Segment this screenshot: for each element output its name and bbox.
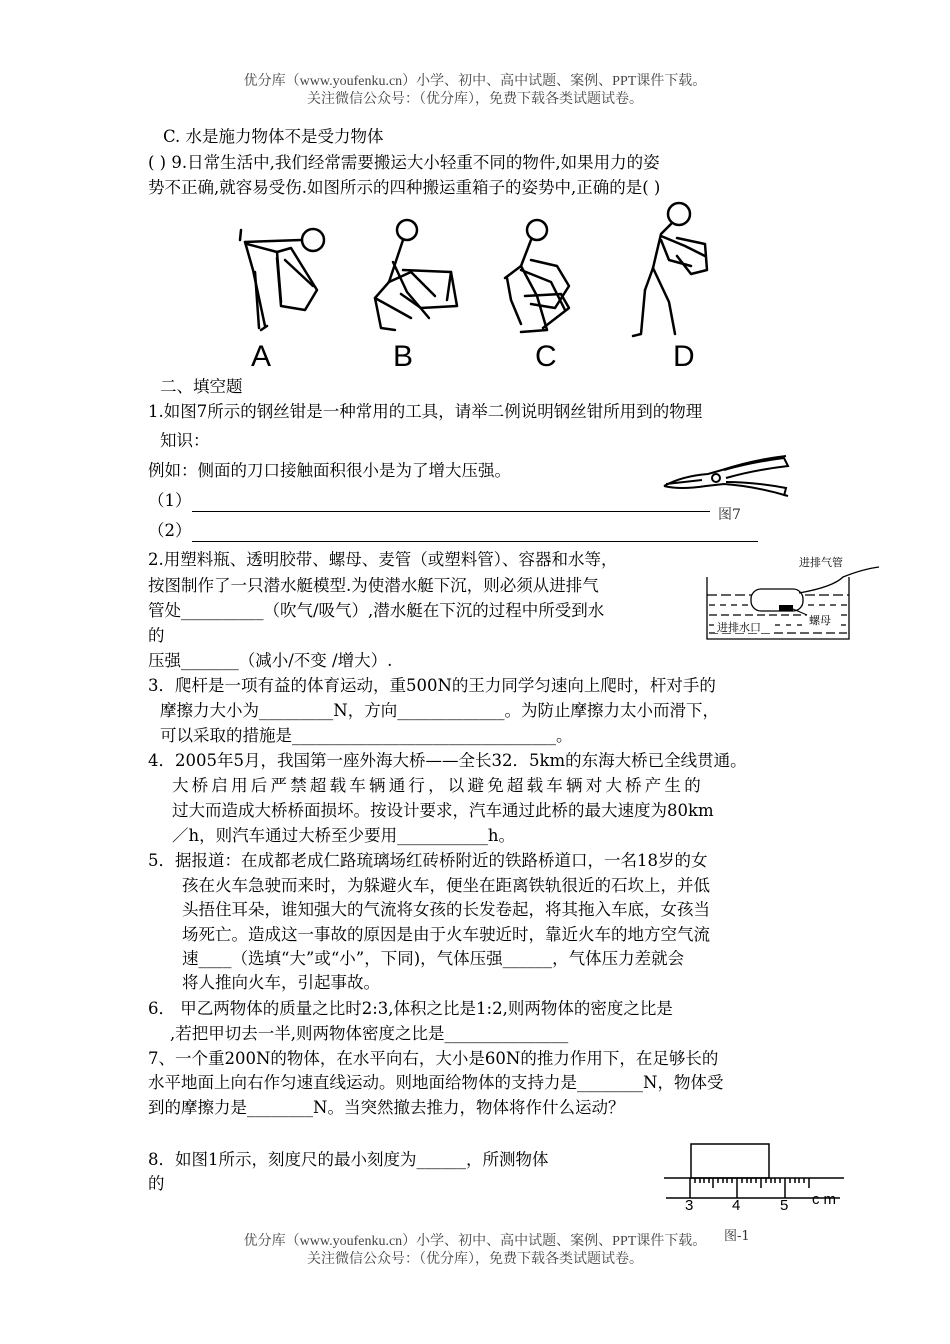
fill-q5-line-6: 将人推向火车，引起事故。 (182, 973, 380, 992)
fill-q4-line-3: 过大而造成大桥桥面损坏。按设计要求，汽车通过此桥的最大速度为80km (172, 801, 714, 820)
fill-q1-item-1: （1） (148, 491, 192, 510)
fill-q5-line-2: 孩在火车急驶而来时，为躲避火车，便坐在距离铁轨很近的石坎上，并低 (182, 876, 710, 895)
option-c: C. 水是施力物体不是受力物体 (163, 127, 384, 146)
submarine-figure (703, 553, 883, 643)
ruler-tick-3: 3 (685, 1197, 694, 1214)
fill-q7-line-2: 水平地面上向右作匀速直线运动。则地面给物体的支持力是________N，物体受 (148, 1073, 724, 1092)
fill-q2-line-1: 2.用塑料瓶、透明胶带、螺母、麦管（或塑料管）、容器和水等， (148, 550, 618, 569)
fill-q8-line-2: 的 (148, 1174, 165, 1193)
fill-q5-line-3: 头捂住耳朵，谁知强大的气流将女孩的长发卷起，将其拖入车底，女孩当 (182, 900, 710, 919)
fill-q8-line-1: 8．如图1所示，刻度尺的最小刻度为______，所测物体 (148, 1150, 549, 1169)
fill-q1-answer-line-1[interactable] (192, 511, 710, 512)
fill-q4-line-2: 大桥启用后严禁超载车辆通行，以避免超载车辆对大桥产生的 (172, 776, 704, 795)
lifting-postures-figure (225, 200, 705, 375)
header-line-1: 优分库（www.youfenku.cn）小学、初中、高中试题、案例、PPT课件下载。 (243, 74, 707, 89)
posture-label-d: D (673, 340, 695, 373)
label-air-pipe: 进排气管 (799, 557, 843, 569)
fill-q3-line-3: 可以采取的措施是________________________________。 (160, 726, 573, 745)
posture-c-figure (505, 220, 569, 332)
fill-q1-item-2: （2） (148, 521, 192, 540)
fill-q2-line-3: 管处__________（吹气/吸气）,潜水艇在下沉的过程中所受到水 (148, 601, 605, 620)
fill-q5-line-4: 场死亡。造成这一事故的原因是由于火车驶近时，靠近火车的地方空气流 (182, 925, 710, 944)
fill-q5-line-5: 速____（选填“大”或“小”，下同)，气体压强______，气体压力差就会 (182, 949, 685, 968)
posture-label-a: A (251, 340, 272, 373)
fill-q4-line-4: ／h，则汽车通过大桥至少要用___________h。 (172, 826, 516, 845)
fill-q2-line-4: 的 (148, 626, 165, 645)
pliers-caption: 图7 (718, 507, 741, 523)
posture-b-figure (375, 220, 457, 330)
ruler-tick-5: 5 (780, 1197, 789, 1214)
ruler-tick-4: 4 (732, 1197, 741, 1214)
q9-line-2: 势不正确,就容易受伤.如图所示的四种搬运重箱子的姿势中,正确的是( ) (148, 178, 661, 197)
fill-q5-line-1: 5．据报道：在成都老成仁路琉璃场红砖桥附近的铁路桥道口，一名18岁的女 (148, 851, 708, 870)
posture-label-c: C (535, 340, 557, 373)
label-water-inlet: 进排水口 (717, 622, 761, 634)
fill-q6-line-1: 6． 甲乙两物体的质量之比时2:3,体积之比是1:2,则两物体的密度之比是 (148, 999, 673, 1018)
fill-q2-line-5: 压强_______（减小/不变 /增大）. (148, 651, 393, 670)
ruler-caption: 图-1 (724, 1229, 750, 1244)
fill-q6-line-2: ,若把甲切去一半,则两物体密度之比是_______________ (170, 1024, 569, 1043)
pliers-figure (662, 452, 792, 502)
fill-q1-line-2: 知识： (160, 431, 210, 450)
posture-d-figure (633, 203, 707, 336)
fill-q1-answer-line-2[interactable] (192, 541, 758, 542)
fill-q7-line-1: 7、一个重200N的物体，在水平向右，大小是60N的推力作用下，在足够长的 (148, 1049, 719, 1068)
ruler-unit: cm (812, 1191, 840, 1208)
label-nut: 螺母 (809, 615, 831, 627)
fill-q3-line-1: 3．爬杆是一项有益的体育运动，重500N的王力同学匀速向上爬时，杆对手的 (148, 676, 716, 695)
footer-line-2: 关注微信公众号：（优分库），免费下载各类试题试卷。 (307, 1252, 643, 1267)
fill-q4-line-1: 4．2005年5月，我国第一座外海大桥——全长32．5km的东海大桥已全线贯通。 (148, 751, 747, 770)
header-line-2: 关注微信公众号：（优分库），免费下载各类试题试卷。 (307, 92, 643, 107)
fill-q3-line-2: 摩擦力大小为_________N，方向_____________。为防止摩擦力太小而滑下， (160, 701, 719, 720)
q9-line-1: ( ) 9.日常生活中,我们经常需要搬运大小轻重不同的物件,如果用力的姿 (148, 153, 660, 172)
footer-line-1: 优分库（www.youfenku.cn）小学、初中、高中试题、案例、PPT课件下载。 (243, 1234, 707, 1249)
posture-a-figure (240, 229, 324, 330)
ruler-figure (664, 1142, 844, 1212)
fill-q1-example: 例如：侧面的刀口接触面积很小是为了增大压强。 (148, 461, 511, 480)
fill-q2-line-2: 按图制作了一只潜水艇模型.为使潜水艇下沉，则必须从进排气 (148, 576, 599, 595)
fill-q1-line-1: 1.如图7所示的钢丝钳是一种常用的工具，请举二例说明钢丝钳所用到的物理 (148, 402, 703, 421)
section-title: 二、填空题 (160, 377, 243, 396)
fill-q7-line-3: 到的摩擦力是________N。当突然撤去推力，物体将作什么运动？ (148, 1098, 625, 1117)
posture-label-b: B (393, 340, 414, 373)
